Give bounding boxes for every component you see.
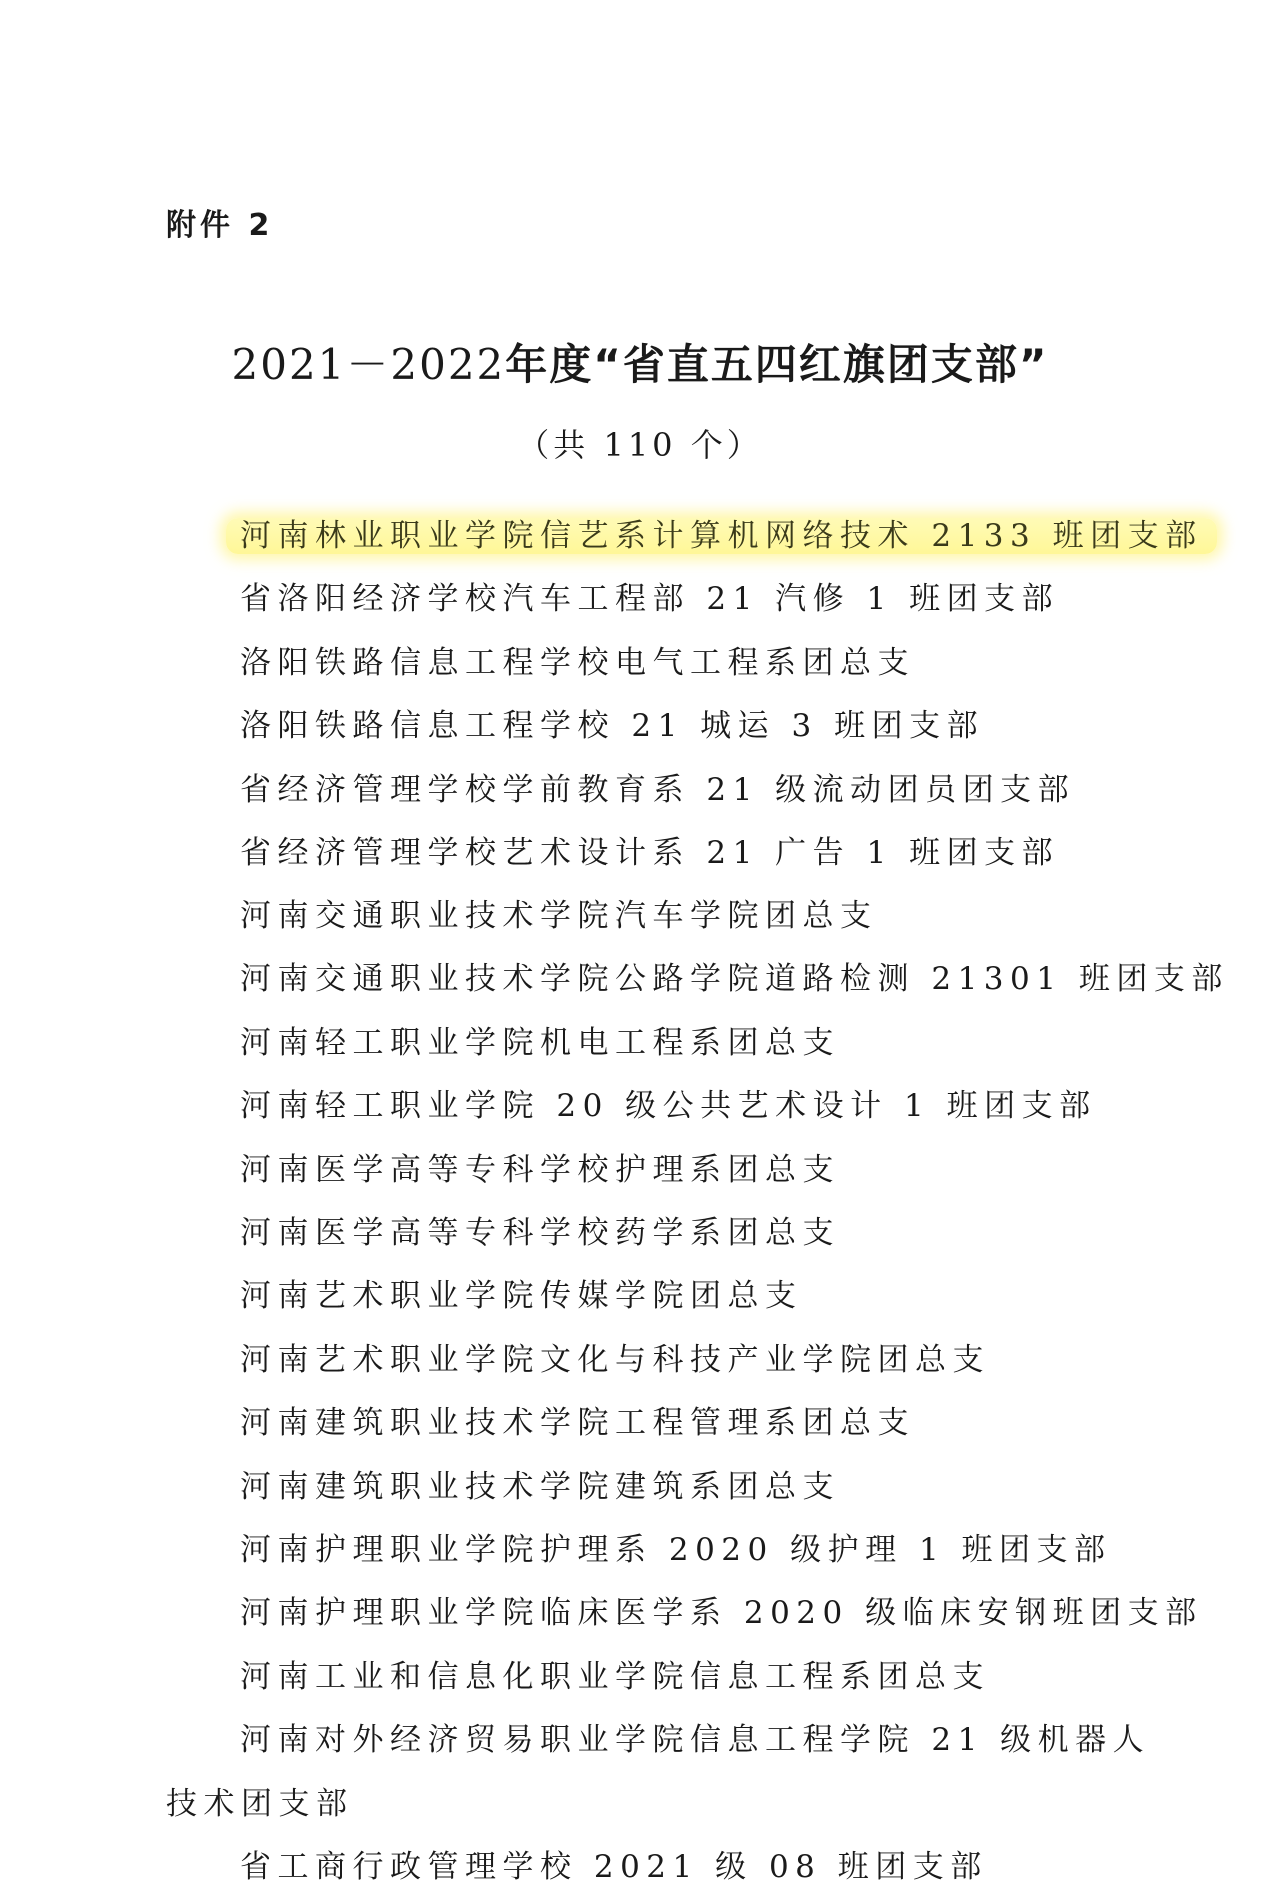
list-item: 河南交通职业技术学院汽车学院团总支: [240, 898, 878, 934]
list-item: 河南对外经济贸易职业学院信息工程学院 21 级机器人: [240, 1722, 1151, 1758]
list-item-continuation: 技术团支部: [166, 1786, 354, 1822]
title-year: 2021－2022: [231, 340, 506, 389]
list-item: 省经济管理学校艺术设计系 21 广告 1 班团支部: [240, 835, 1060, 871]
list-item: 省工商行政管理学校 2021 级 08 班团支部: [240, 1849, 988, 1885]
list-item: 河南建筑职业技术学院工程管理系团总支: [240, 1405, 915, 1441]
attachment-label: 附件 2: [166, 208, 274, 243]
title-text: 年度“省直五四红旗团支部”: [505, 340, 1049, 389]
list-item: 河南轻工职业学院 20 级公共艺术设计 1 班团支部: [240, 1088, 1097, 1124]
list-item: 河南艺术职业学院文化与科技产业学院团总支: [240, 1342, 990, 1378]
list-item: 洛阳铁路信息工程学校 21 城运 3 班团支部: [240, 708, 985, 744]
list-item: 河南医学高等专科学校药学系团总支: [240, 1215, 840, 1251]
list-item: 河南护理职业学院护理系 2020 级护理 1 班团支部: [240, 1532, 1112, 1568]
list-item: [240, 511, 1217, 561]
list-item: 河南护理职业学院临床医学系 2020 级临床安钢班团支部: [240, 1595, 1203, 1631]
list-item: 河南建筑职业技术学院建筑系团总支: [240, 1469, 840, 1505]
page-title: [0, 332, 1280, 392]
total-count: （共 110 个）: [517, 426, 763, 464]
list-item: 省洛阳经济学校汽车工程部 21 汽修 1 班团支部: [240, 581, 1060, 617]
list-item: 河南交通职业技术学院公路学院道路检测 21301 班团支部: [240, 961, 1229, 997]
list-item: 河南艺术职业学院传媒学院团总支: [240, 1278, 803, 1314]
list-item: 河南轻工职业学院机电工程系团总支: [240, 1025, 840, 1061]
list-item: 省经济管理学校学前教育系 21 级流动团员团支部: [240, 772, 1076, 808]
list-item: 洛阳铁路信息工程学校电气工程系团总支: [240, 645, 915, 681]
list-item: 河南医学高等专科学校护理系团总支: [240, 1152, 840, 1188]
highlighted-text: 河南林业职业学院信艺系计算机网络技术 2133 班团支部: [226, 518, 1217, 554]
list-item: 河南工业和信息化职业学院信息工程系团总支: [240, 1659, 990, 1695]
